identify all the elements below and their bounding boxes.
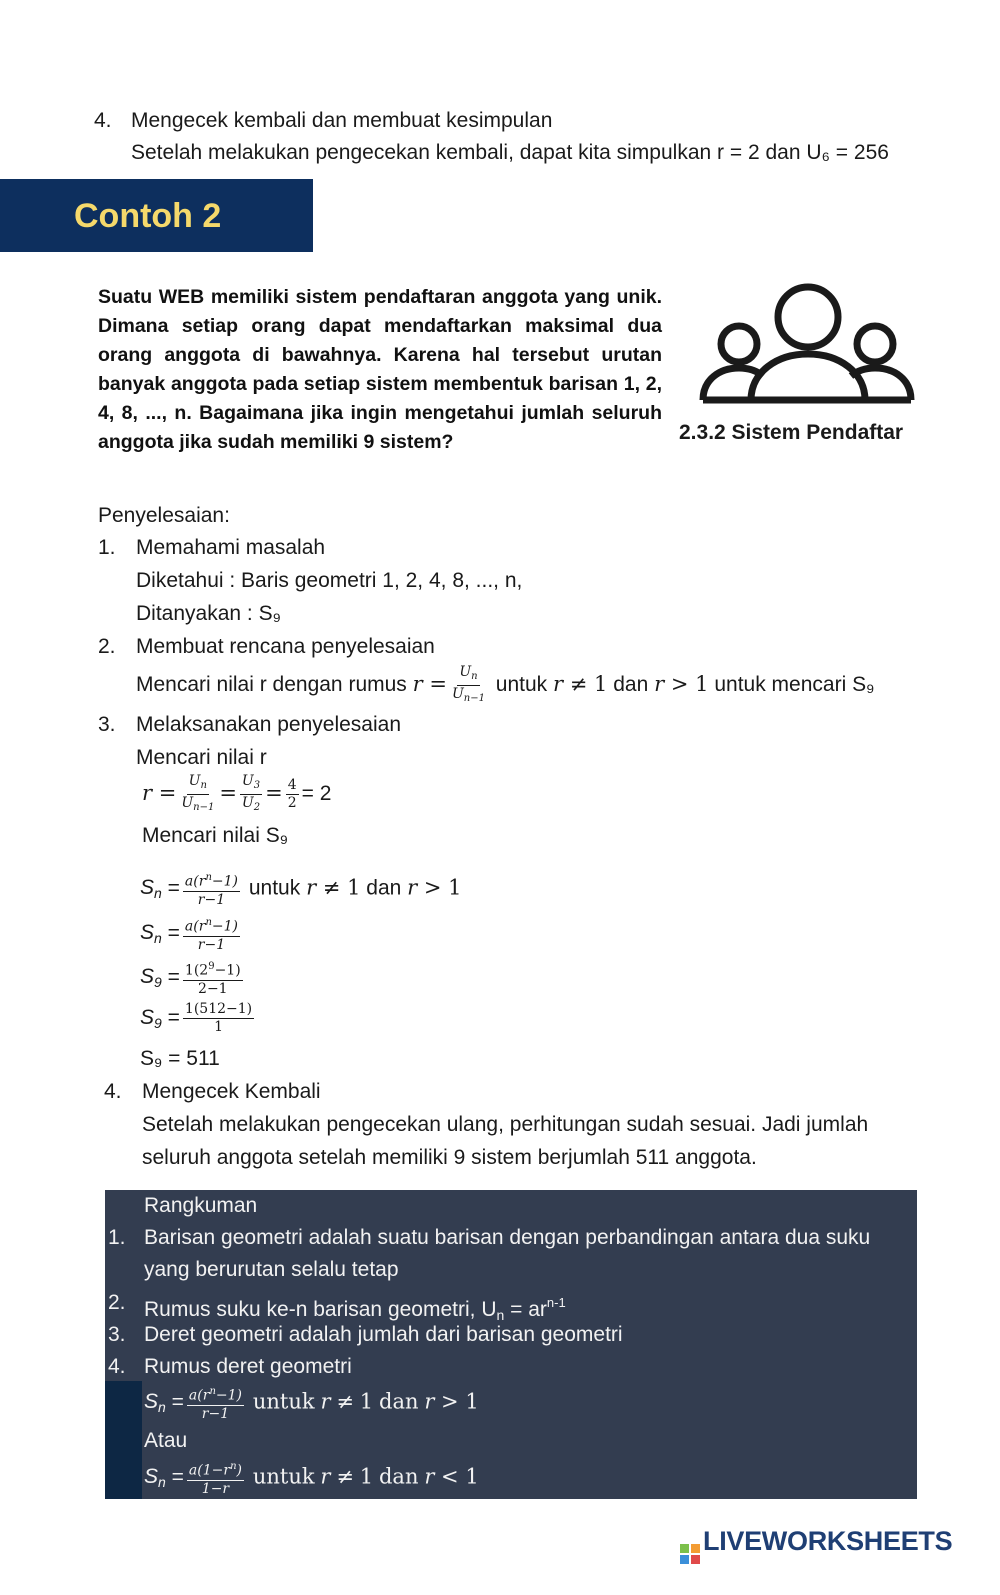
step2-pre: Mencari nilai r dengan rumus — [136, 673, 407, 696]
prev-step-title: Mengecek kembali dan membuat kesimpulan — [131, 109, 553, 132]
step3-number: 3. — [98, 713, 116, 736]
cond-r-gt-1: r > 1 — [654, 672, 709, 696]
summary-item-1-line-1: Barisan geometri adalah suatu barisan dengan perbandingan antara dua suku — [144, 1226, 871, 1249]
step4-line-1: Setelah melakukan pengecekan ulang, perhitungan sudah sesuai. Jadi jumlah — [142, 1113, 869, 1136]
step2-post: untuk mencari S₉ — [714, 673, 875, 696]
sn-formula-line-1: $S_n$ = $\frac{a(r^n-1)}{r-1}$ untuk r ≠ 1 dan r > 1 — [140, 869, 462, 909]
sn-formula-line-2: $S_n$ = $\frac{a(r^n-1)}{r-1}$ — [140, 914, 243, 954]
summary-title: Rangkuman — [144, 1194, 258, 1217]
step2-mid: untuk — [495, 673, 548, 696]
r-result: = 2 — [301, 782, 332, 806]
prev-step-number: 4. — [94, 109, 112, 132]
step4-line-2: seluruh anggota setelah memiliki 9 sistem berjumlah 511 anggota. — [142, 1146, 757, 1169]
summary-item-1-number: 1. — [108, 1226, 126, 1249]
summary-formula-2: $S_n$ = $\frac{a(1-r^n)}{1-r}$ untuk r ≠ 1 dan r < 1 — [144, 1458, 479, 1498]
liveworksheets-logo-icon — [680, 1544, 700, 1564]
s9-final: S₉ = 511 — [140, 1047, 220, 1070]
problem-statement: Suatu WEB memiliki sistem pendaftaran anggota yang unik. Dimana setiap orang dapat mendaftarkan maksimal dua orang anggota di bawahnya. Karena hal tersebut urutan banyak anggota pada setiap sistem membentuk barisan 1, 2, 4, 8, ..., n. Bagaimana jika ingin mengetahui jumlah seluruh anggota jika sudah memiliki 9 sistem? — [98, 286, 662, 453]
people-group-icon — [697, 282, 917, 407]
example-title: Contoh 2 — [74, 197, 222, 235]
s9-evaluation: $S_9$ = $\frac{1(512-1)}{1}$ — [140, 1001, 253, 1035]
step4-title: Mengecek Kembali — [142, 1080, 321, 1103]
summary-item-3-number: 3. — [108, 1323, 126, 1346]
step1-known: Diketahui : Baris geometri 1, 2, 4, 8, ..., n, — [136, 569, 523, 592]
figure-caption: 2.3.2 Sistem Pendaftar — [679, 421, 904, 444]
summary-or: Atau — [144, 1429, 188, 1452]
s9-substitution: $S_9$ = $\frac{1(2^9-1)}{2-1}$ — [140, 958, 246, 998]
step1-number: 1. — [98, 536, 116, 559]
summary-formula-1: $S_n$ = $\frac{a(r^n-1)}{r-1}$ untuk r ≠ 1 dan r > 1 — [144, 1383, 479, 1423]
step4-number: 4. — [104, 1080, 122, 1103]
step2-and: dan — [613, 673, 649, 696]
sn-cond-word: untuk — [248, 876, 301, 900]
r-calculation: r = $\frac{U_n}{U_{n-1}}$ = $\frac{U_3}{U_2}$ = $\frac{4}{2}$ = 2 — [142, 773, 332, 813]
step3-title: Melaksanakan penyelesaian — [136, 713, 402, 736]
solution-heading: Penyelesaian: — [98, 504, 230, 527]
summary-item-1-line-2: yang berurutan selalu tetap — [144, 1258, 399, 1281]
find-r-label: Mencari nilai r — [136, 746, 267, 769]
summary-item-4: Rumus deret geometri — [144, 1355, 352, 1378]
step1-title: Memahami masalah — [136, 536, 326, 559]
cond-r-neq-1: r ≠ 1 — [553, 672, 608, 696]
step2-number: 2. — [98, 635, 116, 658]
liveworksheets-logo[interactable] — [680, 1526, 952, 1564]
step2-plan-line — [136, 664, 874, 707]
summary-box — [105, 1190, 917, 1499]
summary-accent-bar — [105, 1381, 142, 1499]
summary-item-4-number: 4. — [108, 1355, 126, 1378]
find-s-label: Mencari nilai S₉ — [142, 824, 289, 847]
summary-item-2: Rumus suku ke-n barisan geometri, $U_n = ar^{n-1}$ — [144, 1295, 566, 1323]
prev-step-conclusion: Setelah melakukan pengecekan kembali, dapat kita simpulkan r = 2 dan U₆ = 256 — [131, 141, 889, 164]
liveworksheets-logo-text: LIVEWORKSHEETS — [703, 1526, 953, 1556]
summary-item-2-number: 2. — [108, 1291, 126, 1314]
summary-item-3: Deret geometri adalah jumlah dari barisan geometri — [144, 1323, 623, 1346]
step1-asked: Ditanyakan : S₉ — [136, 602, 281, 625]
sn-cond-and: dan — [366, 876, 402, 900]
ratio-formula: r = $\frac{U_n}{U_{n-1}}$ — [412, 664, 485, 704]
step2-title: Membuat rencana penyelesaian — [136, 635, 435, 658]
